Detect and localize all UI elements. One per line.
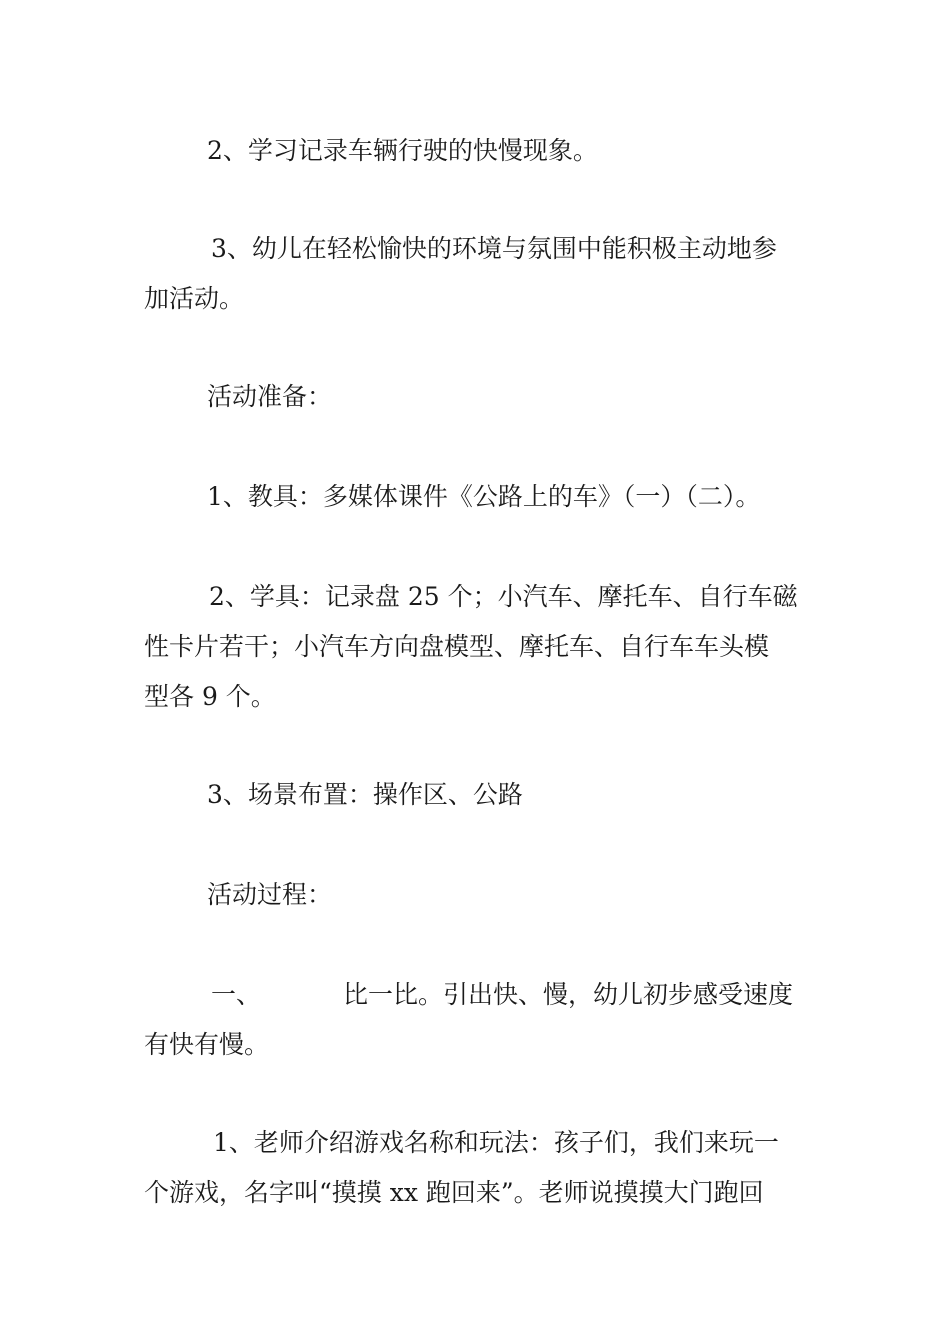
preparation-item-2-line-1: 2、学具：记录盘 25 个；小汽车、摩托车、自行车磁 — [209, 582, 798, 611]
preparation-item-3: 3、场景布置：操作区、公路 — [207, 780, 523, 809]
process-step-1-line-2: 个游戏，名字叫“摸摸 xx 跑回来”。老师说摸摸大门跑回 — [144, 1178, 764, 1207]
preparation-item-1: 1、教具：多媒体课件《公路上的车》（一）（二）。 — [207, 482, 761, 511]
process-section-1-line-2: 有快有慢。 — [144, 1030, 270, 1059]
section-number: 一、 — [211, 980, 262, 1009]
process-step-1-line-1: 1、老师介绍游戏名称和玩法：孩子们，我们来玩一 — [213, 1128, 779, 1157]
process-heading: 活动过程： — [207, 880, 333, 909]
goal-3-line-1: 3、幼儿在轻松愉快的环境与氛围中能积极主动地参 — [211, 234, 777, 263]
preparation-item-2-line-2: 性卡片若干；小汽车方向盘模型、摩托车、自行车车头模 — [144, 632, 770, 661]
goal-2-line: 2、学习记录车辆行驶的快慢现象。 — [207, 136, 598, 165]
section-title: 比一比。引出快、慢，幼儿初步感受速度 — [343, 980, 794, 1009]
goal-3-line-2: 加活动。 — [144, 284, 245, 313]
process-section-1-line-1 — [211, 970, 793, 1020]
preparation-heading: 活动准备： — [207, 382, 333, 411]
preparation-item-2-line-3: 型各 9 个。 — [144, 682, 276, 711]
